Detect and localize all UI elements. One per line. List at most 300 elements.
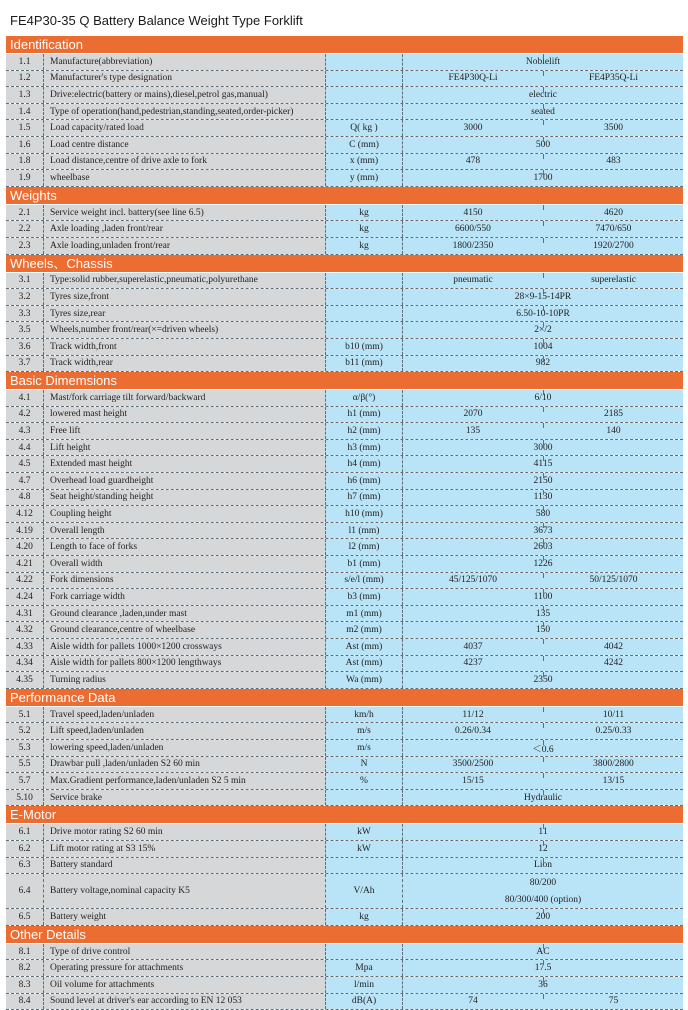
spec-row: [6, 306, 683, 323]
column-tick: [543, 506, 544, 511]
column-tick: [543, 306, 544, 311]
row-description: Track width,front: [44, 339, 325, 355]
row-number: 4.2: [6, 407, 44, 423]
value-merged: 1700: [403, 170, 683, 186]
column-divider: [543, 71, 544, 76]
value-merged: 580: [403, 506, 683, 522]
spec-row: [6, 858, 683, 875]
row-unit: [325, 71, 402, 87]
row-unit: s/e/l (mm): [325, 573, 402, 589]
document-title: FE4P30-35 Q Battery Balance Weight Type Forklift: [6, 6, 683, 36]
row-description: Lift speed,laden/unladen: [44, 723, 325, 739]
row-unit: kW: [325, 841, 402, 857]
row-values: [402, 104, 683, 120]
spec-row: [6, 506, 683, 523]
value-merged: 2603: [403, 539, 683, 555]
row-number: 1.5: [6, 120, 44, 136]
section-heading: Performance Data: [6, 689, 683, 707]
row-values: [402, 322, 683, 338]
row-description: Load distance,centre of drive axle to fork: [44, 154, 325, 170]
row-number: 6.5: [6, 909, 44, 925]
row-unit: h10 (mm): [325, 506, 402, 522]
spec-row: [6, 407, 683, 424]
row-number: 3.1: [6, 273, 44, 289]
spec-row: [6, 773, 683, 790]
value-model-35: 0.25/0.33: [543, 723, 683, 739]
row-description: Manufacturer's type designation: [44, 71, 325, 87]
column-divider: [543, 407, 544, 412]
row-description: Turning radius: [44, 672, 325, 688]
value-model-35: 140: [543, 423, 683, 439]
value-merged: 1004: [403, 339, 683, 355]
row-unit: Wa (mm): [325, 672, 402, 688]
column-tick: [543, 606, 544, 611]
row-values: [402, 539, 683, 555]
spec-row: [6, 656, 683, 673]
row-description: lowering speed,laden/unladen: [44, 740, 325, 756]
row-number: 4.5: [6, 456, 44, 472]
row-number: 3.6: [6, 339, 44, 355]
value-model-35: FE4P35Q-Li: [543, 71, 683, 87]
row-description: Axle loading ,laden front/rear: [44, 221, 325, 237]
row-number: 3.7: [6, 356, 44, 372]
column-tick: [543, 909, 544, 914]
row-unit: [325, 858, 402, 874]
row-unit: Ast (mm): [325, 639, 402, 655]
value-model-35: 13/15: [543, 773, 683, 789]
row-values: [402, 273, 683, 289]
spec-row: [6, 672, 683, 689]
row-description: Lift motor rating at S3 15%: [44, 841, 325, 857]
row-values: [402, 356, 683, 372]
value-merged: electric: [403, 87, 683, 103]
spec-row: [6, 423, 683, 440]
value-model-35: 2185: [543, 407, 683, 423]
row-number: 4.12: [6, 506, 44, 522]
row-number: 5.2: [6, 723, 44, 739]
row-number: 5.1: [6, 707, 44, 723]
spec-row: [6, 707, 683, 724]
value-stack: [403, 874, 683, 908]
column-divider: [543, 994, 544, 999]
row-unit: dB(A): [325, 994, 402, 1010]
row-description: wheelbase: [44, 170, 325, 186]
column-tick: [543, 490, 544, 495]
value-merged: seated: [403, 104, 683, 120]
row-values: [402, 874, 683, 908]
row-unit: Ast (mm): [325, 656, 402, 672]
spec-row: [6, 589, 683, 606]
spec-row: [6, 221, 683, 238]
spec-row: [6, 322, 683, 339]
value-merged: 6/10: [403, 390, 683, 406]
value-merged: 1226: [403, 556, 683, 572]
row-values: [402, 490, 683, 506]
value-model-30: 0.26/0.34: [403, 723, 543, 739]
value-model-30: FE4P30Q-Li: [403, 71, 543, 87]
row-values: [402, 589, 683, 605]
row-values: [402, 909, 683, 925]
column-tick: [543, 137, 544, 142]
column-tick: [543, 54, 544, 59]
value-merged: Hydraulic: [403, 790, 683, 806]
value-merged: Lion: [403, 858, 683, 874]
section-block: [6, 255, 683, 373]
row-description: Ground clearance ,laden,under mast: [44, 606, 325, 622]
row-values: [402, 740, 683, 756]
spec-row: [6, 841, 683, 858]
row-unit: h2 (mm): [325, 423, 402, 439]
value-model-35: 3500: [543, 120, 683, 136]
value-merged: 11: [403, 824, 683, 840]
column-tick: [543, 390, 544, 395]
row-description: Drawbar pull ,laden/unladen S2 60 min: [44, 757, 325, 773]
spec-row: [6, 473, 683, 490]
row-unit: l1 (mm): [325, 523, 402, 539]
row-number: 4.4: [6, 440, 44, 456]
row-number: 6.4: [6, 874, 44, 908]
row-description: Load centre distance: [44, 137, 325, 153]
spec-row: [6, 137, 683, 154]
row-number: 3.5: [6, 322, 44, 338]
spec-row: [6, 639, 683, 656]
column-divider: [543, 238, 544, 243]
spec-row: [6, 54, 683, 71]
spec-row: [6, 154, 683, 171]
row-values: [402, 757, 683, 773]
section-heading: Basic Dimemsions: [6, 372, 683, 390]
spec-row: [6, 273, 683, 290]
row-number: 1.1: [6, 54, 44, 70]
row-description: Track width,rear: [44, 356, 325, 372]
value-merged: 6.50-10-10PR: [403, 306, 683, 322]
column-tick: [543, 944, 544, 949]
section-heading: Weights: [6, 187, 683, 205]
row-unit: %: [325, 773, 402, 789]
spec-row: [6, 994, 683, 1010]
row-values: [402, 606, 683, 622]
row-unit: h4 (mm): [325, 456, 402, 472]
row-unit: m1 (mm): [325, 606, 402, 622]
column-tick: [543, 977, 544, 982]
row-description: Overall length: [44, 523, 325, 539]
section-block: [6, 36, 683, 187]
row-number: 8.4: [6, 994, 44, 1010]
row-unit: h1 (mm): [325, 407, 402, 423]
value-model-35: 4042: [543, 639, 683, 655]
column-divider: [543, 221, 544, 226]
value-model-30: 1800/2350: [403, 238, 543, 254]
row-unit: [325, 104, 402, 120]
row-values: [402, 137, 683, 153]
row-values: [402, 238, 683, 254]
column-tick: [543, 356, 544, 361]
value-merged: 3000: [403, 440, 683, 456]
spec-row: [6, 824, 683, 841]
value-merged: 4115: [403, 456, 683, 472]
row-values: [402, 622, 683, 638]
value-merged: 135: [403, 606, 683, 622]
section-heading: Other Details: [6, 926, 683, 944]
row-values: [402, 221, 683, 237]
row-number: 4.31: [6, 606, 44, 622]
row-unit: V/Ah: [325, 874, 402, 908]
value-merged: 500: [403, 137, 683, 153]
spec-row: [6, 120, 683, 137]
value-merged: 28×9-15-14PR: [403, 289, 683, 305]
column-tick: [543, 87, 544, 92]
row-description: Seat height/standing height: [44, 490, 325, 506]
value-merged: ＜0.6: [403, 740, 683, 756]
row-description: Load capacity/rated load: [44, 120, 325, 136]
row-description: Fork dimensions: [44, 573, 325, 589]
row-unit: km/h: [325, 707, 402, 723]
row-description: Overall width: [44, 556, 325, 572]
spec-row: [6, 909, 683, 926]
row-values: [402, 423, 683, 439]
column-divider: [543, 757, 544, 762]
column-divider: [543, 273, 544, 278]
row-description: Type:solid rubber,superelastic,pneumatic,polyurethane: [44, 273, 325, 289]
row-unit: [325, 87, 402, 103]
column-tick: [543, 841, 544, 846]
row-description: Axle loading,unladen front/rear: [44, 238, 325, 254]
column-tick: [543, 440, 544, 445]
value-model-35: 7470/650: [543, 221, 683, 237]
value-merged: 150: [403, 622, 683, 638]
row-number: 4.35: [6, 672, 44, 688]
row-description: Overhead load guardheight: [44, 473, 325, 489]
value-model-30: 74: [403, 994, 543, 1010]
row-values: [402, 71, 683, 87]
row-number: 6.3: [6, 858, 44, 874]
row-description: Wheels,number front/rear(×=driven wheels): [44, 322, 325, 338]
row-number: 3.3: [6, 306, 44, 322]
spec-row: [6, 539, 683, 556]
row-values: [402, 54, 683, 70]
value-model-30: 2070: [403, 407, 543, 423]
column-divider: [543, 423, 544, 428]
spec-row: [6, 556, 683, 573]
value-line: 80/200: [530, 878, 556, 888]
row-unit: l2 (mm): [325, 539, 402, 555]
row-number: 4.24: [6, 589, 44, 605]
spec-row: [6, 723, 683, 740]
row-number: 1.4: [6, 104, 44, 120]
spec-row: [6, 622, 683, 639]
value-line: 80/300/400 (option): [505, 895, 581, 905]
row-unit: [325, 944, 402, 960]
row-description: Battery standard: [44, 858, 325, 874]
value-model-35: 1920/2700: [543, 238, 683, 254]
spec-row: [6, 456, 683, 473]
row-unit: b10 (mm): [325, 339, 402, 355]
spec-row: [6, 390, 683, 407]
value-model-30: 15/15: [403, 773, 543, 789]
row-unit: b1 (mm): [325, 556, 402, 572]
column-tick: [543, 790, 544, 795]
row-values: [402, 573, 683, 589]
row-values: [402, 523, 683, 539]
row-unit: m/s: [325, 723, 402, 739]
value-merged: 982: [403, 356, 683, 372]
row-values: [402, 707, 683, 723]
column-tick: [543, 104, 544, 109]
row-unit: y (mm): [325, 170, 402, 186]
row-values: [402, 440, 683, 456]
value-model-30: 6600/550: [403, 221, 543, 237]
value-model-35: 75: [543, 994, 683, 1010]
value-model-30: 135: [403, 423, 543, 439]
row-unit: x (mm): [325, 154, 402, 170]
row-values: [402, 339, 683, 355]
row-number: 1.8: [6, 154, 44, 170]
row-unit: N: [325, 757, 402, 773]
row-description: Ground clearance,centre of wheelbase: [44, 622, 325, 638]
row-values: [402, 306, 683, 322]
value-model-35: 3800/2800: [543, 757, 683, 773]
spec-sections: [6, 36, 683, 1010]
section-block: [6, 372, 683, 689]
row-values: [402, 120, 683, 136]
column-divider: [543, 773, 544, 778]
row-number: 4.7: [6, 473, 44, 489]
value-merged: 3673: [403, 523, 683, 539]
spec-row: [6, 71, 683, 88]
row-unit: b11 (mm): [325, 356, 402, 372]
row-number: 5.10: [6, 790, 44, 806]
row-values: [402, 723, 683, 739]
spec-sheet: [6, 6, 683, 1010]
row-number: 8.3: [6, 977, 44, 993]
row-description: Type of operation(hand,pedestrian,standing,seated,order-picker): [44, 104, 325, 120]
row-unit: kg: [325, 238, 402, 254]
row-description: Sound level at driver's ear according to EN 12 053: [44, 994, 325, 1010]
row-values: [402, 773, 683, 789]
value-merged: 200: [403, 909, 683, 925]
section-block: [6, 926, 683, 1010]
row-values: [402, 639, 683, 655]
section-block: [6, 806, 683, 925]
spec-row: [6, 523, 683, 540]
column-tick: [543, 622, 544, 627]
row-number: 4.1: [6, 390, 44, 406]
row-values: [402, 977, 683, 993]
row-unit: [325, 54, 402, 70]
value-model-30: 3500/2500: [403, 757, 543, 773]
value-model-35: 4620: [543, 205, 683, 221]
row-values: [402, 672, 683, 688]
row-unit: [325, 273, 402, 289]
row-unit: [325, 790, 402, 806]
column-divider: [543, 573, 544, 578]
row-unit: h7 (mm): [325, 490, 402, 506]
row-description: Drive motor rating S2 60 min: [44, 824, 325, 840]
row-values: [402, 390, 683, 406]
row-unit: C (mm): [325, 137, 402, 153]
spec-row: [6, 573, 683, 590]
row-unit: h6 (mm): [325, 473, 402, 489]
row-description: Length to face of forks: [44, 539, 325, 555]
row-number: 6.2: [6, 841, 44, 857]
column-divider: [543, 639, 544, 644]
spec-row: [6, 87, 683, 104]
row-number: 2.3: [6, 238, 44, 254]
row-description: Tyres size,front: [44, 289, 325, 305]
row-number: 5.3: [6, 740, 44, 756]
row-values: [402, 824, 683, 840]
row-values: [402, 841, 683, 857]
column-divider: [543, 707, 544, 712]
row-description: Oil volume for attachments: [44, 977, 325, 993]
column-tick: [543, 539, 544, 544]
spec-row: [6, 960, 683, 977]
value-model-35: 483: [543, 154, 683, 170]
column-tick: [543, 523, 544, 528]
row-description: Manufacture(abbreviation): [44, 54, 325, 70]
row-number: 4.21: [6, 556, 44, 572]
column-divider: [543, 656, 544, 661]
value-merged: 12: [403, 841, 683, 857]
row-unit: b3 (mm): [325, 589, 402, 605]
row-number: 2.2: [6, 221, 44, 237]
row-description: Service brake: [44, 790, 325, 806]
row-number: 4.22: [6, 573, 44, 589]
row-unit: α/β(°): [325, 390, 402, 406]
column-tick: [543, 589, 544, 594]
column-tick: [543, 556, 544, 561]
row-number: 5.7: [6, 773, 44, 789]
row-number: 4.33: [6, 639, 44, 655]
section-block: [6, 187, 683, 255]
value-model-30: 3000: [403, 120, 543, 136]
row-description: Battery weight: [44, 909, 325, 925]
column-tick: [543, 170, 544, 175]
spec-row: [6, 238, 683, 255]
row-description: lowered mast height: [44, 407, 325, 423]
row-description: Lift height: [44, 440, 325, 456]
row-unit: [325, 306, 402, 322]
row-values: [402, 154, 683, 170]
row-values: [402, 407, 683, 423]
row-number: 4.3: [6, 423, 44, 439]
row-description: Tyres size,rear: [44, 306, 325, 322]
row-number: 1.6: [6, 137, 44, 153]
row-values: [402, 456, 683, 472]
row-values: [402, 858, 683, 874]
row-description: Drive:electric(battery or mains),diesel,petrol gas,manual): [44, 87, 325, 103]
column-tick: [543, 339, 544, 344]
row-unit: kW: [325, 824, 402, 840]
column-tick: [543, 322, 544, 327]
value-model-35: 4242: [543, 656, 683, 672]
column-divider: [543, 205, 544, 210]
spec-row: [6, 170, 683, 187]
value-model-30: 4237: [403, 656, 543, 672]
row-values: [402, 506, 683, 522]
row-unit: [325, 322, 402, 338]
spec-row: [6, 205, 683, 222]
row-number: 2.1: [6, 205, 44, 221]
spec-row: [6, 490, 683, 507]
row-unit: Mpa: [325, 960, 402, 976]
column-divider: [543, 154, 544, 159]
section-heading: E-Motor: [6, 806, 683, 824]
row-values: [402, 656, 683, 672]
row-unit: h3 (mm): [325, 440, 402, 456]
value-merged: Noblelift: [403, 54, 683, 70]
column-tick: [543, 740, 544, 745]
